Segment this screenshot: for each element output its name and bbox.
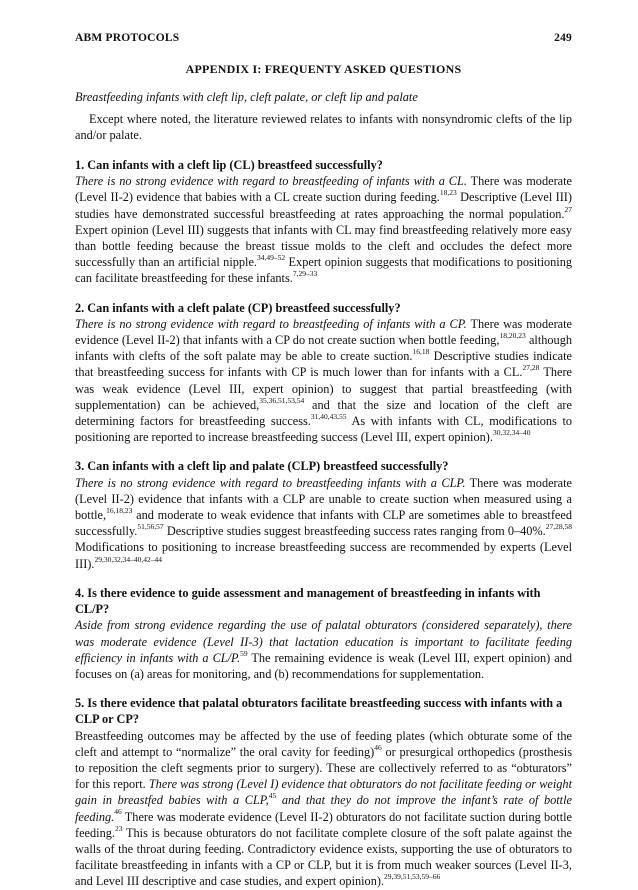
faq-item xyxy=(75,458,572,571)
citation-ref: 51,56,57 xyxy=(137,522,164,532)
answer-text: There was moderate evidence (Level II-2) obturators do not facilitate suction during bottle feeding. xyxy=(75,809,572,840)
answer-text: Descriptive (Level III) studies have demonstrated successful breastfeeding at rates approaching the normal population. xyxy=(75,190,572,221)
citation-ref: 34,49–52 xyxy=(257,253,286,263)
italic-summary: There is no strong evidence with regard to breastfeeding infants with a CLP. xyxy=(75,475,466,490)
topic-subtitle: Breastfeeding infants with cleft lip, cleft palate, or cleft lip and palate xyxy=(75,90,418,105)
citation-ref: 16,18 xyxy=(412,347,430,357)
italic-summary: Aside from strong evidence regarding the use of palatal obturators (considered separately), there was moderate evidence (Level II-3) that lactation education is important to facilitate feeding efficiency in infants with a CL/P. xyxy=(75,618,572,665)
answer-text: There was moderate evidence (Level II-2) that infants with a CP do not create suction when bottle feeding, xyxy=(75,316,572,348)
faq-question: 5. Is there evidence that palatal obturators facilitate breastfeeding success with infants with a CLP or CP? xyxy=(75,696,563,727)
answer-text: The remaining evidence is weak (Level III, expert opinion) and focuses on (a) areas for monitoring, and (b) recommendations for supplementation. xyxy=(75,650,572,681)
faq-item xyxy=(75,300,572,446)
citation-ref: 27,28,58 xyxy=(545,522,572,532)
intro-paragraph: Except where noted, the literature reviewed relates to infants with nonsyndromic clefts of the lip and/or palate. xyxy=(75,111,572,142)
answer-text: Descriptive studies suggest breastfeeding success rates ranging from 0–40%. xyxy=(163,524,546,539)
faq-answer xyxy=(75,173,572,286)
faq-item xyxy=(75,585,572,682)
citation-ref: 35,36,51,53,54 xyxy=(259,395,305,405)
citation-ref: 29,39,51,53,59–66 xyxy=(384,872,441,882)
answer-text: There was moderate (Level II-2) evidence that babies with a CL create suction during feeding. xyxy=(75,174,572,205)
faq-question: 4. Is there evidence to guide assessment and management of breastfeeding in infants with CL/P? xyxy=(75,585,541,617)
citation-ref: 45 xyxy=(268,791,277,801)
italic-summary: There is no strong evidence with regard to breastfeeding of infants with a CL. xyxy=(75,174,467,189)
answer-text: although infants with clefts of the soft palate may be able to create suction. xyxy=(75,333,573,364)
answer-text: There was moderate (Level II-2) evidence that infants with a CLP are unable to create suction when measured using a bottle, xyxy=(75,475,572,523)
italic-summary: and that they do not improve the infant’s rate of bottle feeding. xyxy=(75,793,572,824)
faq-question: 3. Can infants with a cleft lip and palate (CLP) breastfeed successfully? xyxy=(75,459,449,474)
answer-text: This is because obturators do not facilitate complete closure of the soft palate against the walls of the throat during feeding. Contradictory evidence exists, supporting the use of obturators to facilitate breastfeeding in infants with a CP or CLP, but it is from much weaker sources (Level II-3, and Level III descriptive and case studies, and expert opinion). xyxy=(75,825,572,889)
faq-answer xyxy=(75,617,572,682)
citation-ref: 18,20,23 xyxy=(499,330,526,340)
answer-text: or presurgical orthopedics (prosthesis to reposition the cleft segments prior to surgery). These are collectively referred to as “obturators” for this report. xyxy=(75,744,572,792)
faq-item xyxy=(75,157,572,287)
citation-ref: 18,23 xyxy=(439,188,457,198)
italic-summary: There is no strong evidence with regard to breastfeeding of infants with a CP. xyxy=(75,316,467,331)
citation-ref: 16,18,23 xyxy=(106,505,133,515)
citation-ref: 23 xyxy=(114,823,123,833)
answer-text: and that the size and location of the cleft are determining factors for breastfeeding success. xyxy=(75,397,572,429)
answer-text: Descriptive studies indicate that breastfeeding success for infants with CP is much lower than for infants with a CL. xyxy=(75,349,573,380)
page-number: 249 xyxy=(554,32,572,44)
answer-text: Breastfeeding outcomes may be affected by the use of feeding plates (which obturate some of the cleft and attempt to “normalize” the oral cavity for feeding) xyxy=(75,728,572,759)
citation-ref: 31,40,43,55 xyxy=(310,411,347,421)
faq-list xyxy=(75,157,572,890)
appendix-title: APPENDIX I: FREQUENTY ASKED QUESTIONS xyxy=(185,62,462,77)
faq-question: 2. Can infants with a cleft palate (CP) breastfeed successfully? xyxy=(75,300,401,315)
answer-text: Modifications to positioning to increase breastfeeding success are recommended by experts (Level III). xyxy=(75,540,572,571)
journal-section-title: ABM PROTOCOLS xyxy=(75,32,180,44)
answer-text: Expert opinion (Level III) suggests that infants with CL may find breastfeeding relatively more easy than bottle feeding because the breast tissue molds to the cleft and occludes the defect more successfully than an artificial nipple. xyxy=(75,222,572,270)
faq-item xyxy=(75,695,572,889)
faq-answer xyxy=(75,316,572,446)
citation-ref: 46 xyxy=(374,742,382,752)
answer-text: There was weak evidence (Level III, expert opinion) to suggest that partial breastfeeding (with supplementation) can be achieved, xyxy=(75,365,572,412)
citation-ref: 27 xyxy=(564,204,572,214)
citation-ref: 46 xyxy=(114,807,122,817)
citation-ref: 7,29–33 xyxy=(292,269,318,279)
citation-ref: 59 xyxy=(240,648,248,658)
italic-summary: There was strong (Level I) evidence that obturators do not facilitate feeding or weight gain in breastfed babies with a CLP, xyxy=(75,777,572,808)
answer-text: Expert opinion suggests that modifications to positioning can facilitate breastfeeding for these infants. xyxy=(75,255,573,286)
faq-answer xyxy=(75,475,572,572)
answer-text: As with infants with CL, modifications to positioning are reported to increase breastfeeding success (Level III, expert opinion). xyxy=(75,414,573,445)
faq-answer xyxy=(75,728,572,890)
citation-ref: 29,30,32,34–40,42–44 xyxy=(94,554,162,564)
citation-ref: 27,28 xyxy=(522,363,540,373)
running-head xyxy=(75,30,572,46)
answer-text: and moderate to weak evidence that infants with CLP are sometimes able to breastfeed successfully. xyxy=(75,508,572,539)
faq-question: 1. Can infants with a cleft lip (CL) breastfeed successfully? xyxy=(75,158,383,173)
citation-ref: 30,32,34–40 xyxy=(492,428,531,438)
